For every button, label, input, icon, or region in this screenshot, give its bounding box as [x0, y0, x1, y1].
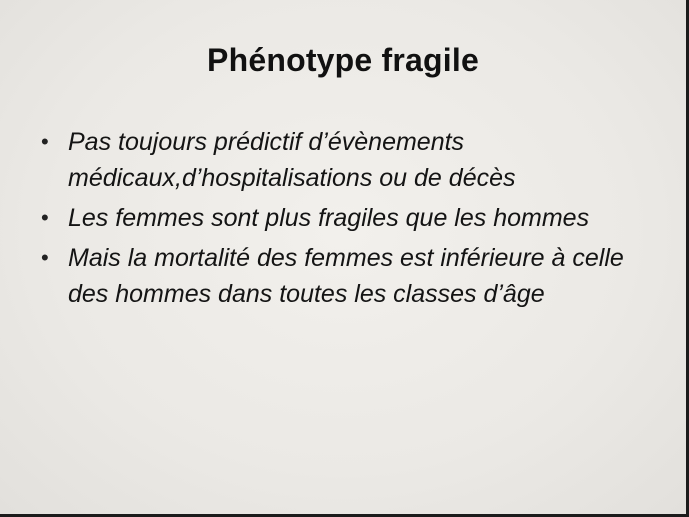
bullet-icon: •: [41, 245, 49, 270]
bullet-icon: •: [41, 129, 49, 154]
bullet-text: Pas toujours prédictif d’évènements médicaux,d’hospitalisations ou de décès: [68, 128, 516, 192]
bullet-text: Les femmes sont plus fragiles que les hommes: [68, 204, 590, 232]
bullet-text: Mais la mortalité des femmes est inférieure à celle des hommes dans toutes les classes d’âge: [68, 244, 624, 308]
bullet-icon: •: [41, 205, 49, 230]
slide-title: Phénotype fragile: [207, 42, 479, 78]
bullet-list: [38, 124, 668, 316]
bullet-item: [38, 124, 668, 196]
bullet-item: [38, 200, 668, 236]
bullet-item: [38, 240, 668, 312]
